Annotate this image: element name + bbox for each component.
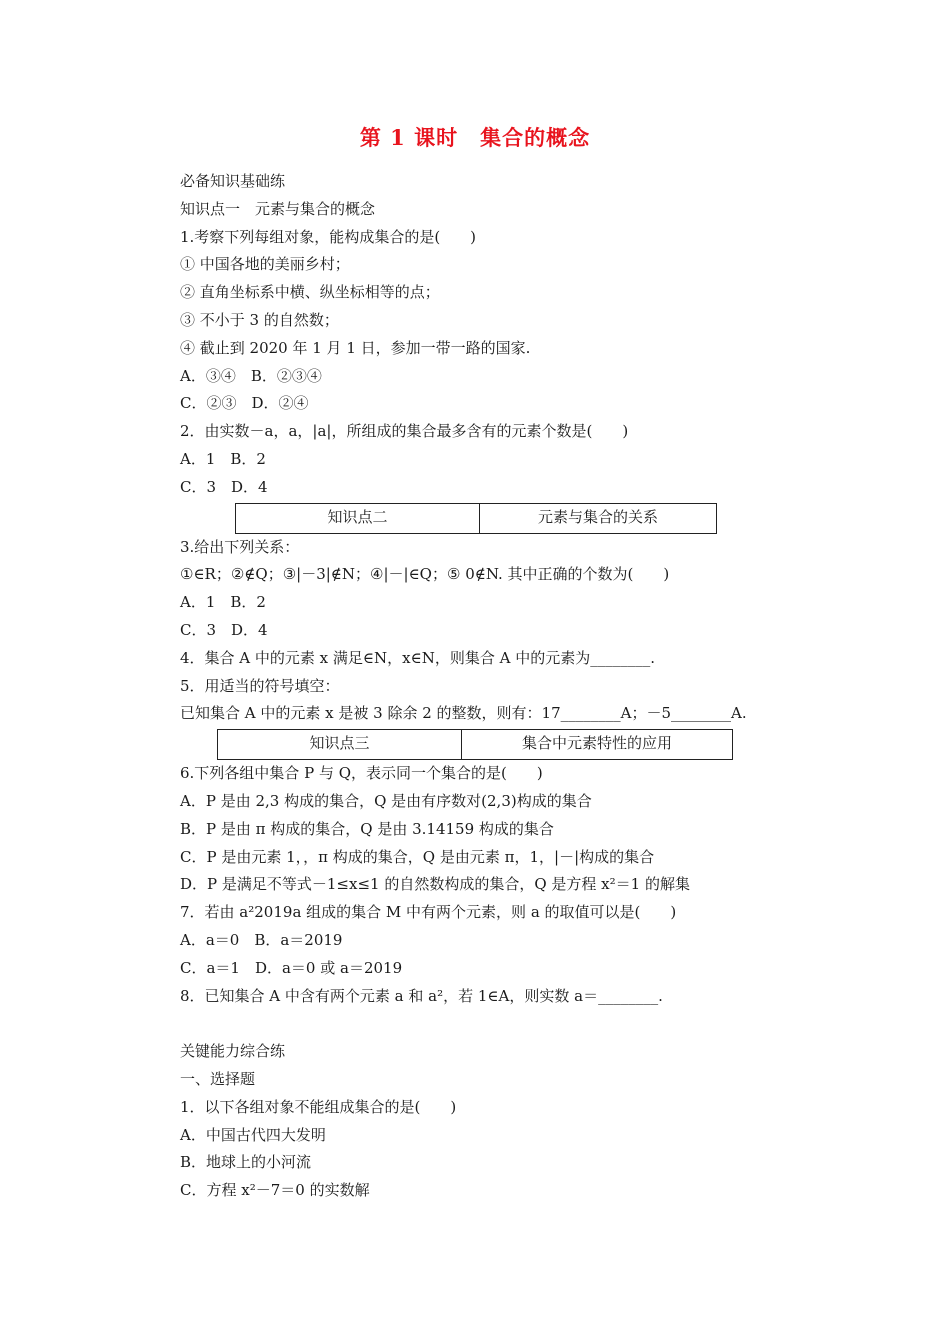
text-line: 6.下列各组中集合 P 与 Q，表示同一个集合的是( ) bbox=[180, 764, 543, 783]
knowledge-point-1: 知识点一 元素与集合的概念 bbox=[180, 199, 376, 218]
text-line: C．3 D．4 bbox=[180, 477, 268, 496]
spacer bbox=[180, 1010, 800, 1038]
text-line: ④ 截止到 2020 年 1 月 1 日，参加一带一路的国家. bbox=[180, 338, 531, 357]
text-line: B．P 是由 π 构成的集合，Q 是由 3.14159 构成的集合 bbox=[180, 819, 554, 838]
text-line: A．1 B．2 bbox=[180, 593, 266, 612]
text-line: ① 中国各地的美丽乡村； bbox=[180, 255, 350, 274]
text-line: 3.给出下列关系： bbox=[180, 537, 300, 556]
text-line: A．P 是由 2,3 构成的集合，Q 是由有序数对(2,3)构成的集合 bbox=[180, 791, 592, 810]
question-block-b bbox=[180, 534, 800, 729]
text-line: C．②③ D．②④ bbox=[180, 394, 309, 413]
section-heading: 必备知识基础练 bbox=[180, 172, 286, 190]
text-line: A．1 B．2 bbox=[180, 449, 266, 468]
text-line: 1．以下各组对象不能组成集合的是( ) bbox=[180, 1097, 457, 1116]
text-line: C．方程 x²－7＝0 的实数解 bbox=[180, 1181, 370, 1200]
question-block-c bbox=[180, 760, 800, 1010]
section-heading: 关键能力综合练 bbox=[180, 1042, 286, 1061]
question-block-a bbox=[180, 224, 800, 502]
kp-label: 知识点三 bbox=[309, 734, 370, 753]
text-line: 2．由实数－a，a，|a|，所组成的集合最多含有的元素个数是( ) bbox=[180, 422, 629, 441]
question-block-d bbox=[180, 1094, 800, 1205]
kp-topic: 元素与集合的关系 bbox=[479, 504, 716, 533]
text-line: 8．已知集合 A 中含有两个元素 a 和 a²，若 1∈A，则实数 a＝________. bbox=[180, 986, 663, 1005]
worksheet-content bbox=[180, 168, 800, 1205]
text-line: C．3 D．4 bbox=[180, 620, 268, 639]
text-line: 已知集合 A 中的元素 x 是被 3 除余 2 的整数，则有：17________A；－5________A. bbox=[180, 704, 747, 723]
text-line: B．地球上的小河流 bbox=[180, 1153, 312, 1172]
page-title: 第 1 课时 集合的概念 bbox=[359, 125, 591, 150]
text-line: ①∈R；②∉Q；③|－3|∉N；④|－|∈Q；⑤ 0∉N. 其中正确的个数为( ) bbox=[180, 565, 670, 584]
text-line: D．P 是满足不等式－1≤x≤1 的自然数构成的集合，Q 是方程 x²＝1 的解集 bbox=[180, 875, 690, 894]
text-line: 4．集合 A 中的元素 x 满足∈N，x∈N，则集合 A 中的元素为________. bbox=[180, 648, 655, 667]
subsection-heading: 一、选择题 bbox=[180, 1069, 256, 1088]
text-line: 7．若由 a²2019a 组成的集合 M 中有两个元素，则 a 的取值可以是( ) bbox=[180, 903, 677, 922]
kp-label: 知识点二 bbox=[327, 507, 388, 526]
text-line: C．P 是由元素 1，，π 构成的集合，Q 是由元素 π，1，|－|构成的集合 bbox=[180, 847, 655, 866]
text-line: 5．用适当的符号填空： bbox=[180, 676, 340, 695]
knowledge-point-3-box bbox=[217, 729, 733, 760]
text-line: A．③④ B．②③④ bbox=[180, 366, 322, 385]
text-line: ③ 不小于 3 的自然数； bbox=[180, 310, 339, 329]
text-line: C．a＝1 D．a＝0 或 a＝2019 bbox=[180, 958, 403, 977]
text-line: ② 直角坐标系中横、纵坐标相等的点； bbox=[180, 283, 440, 302]
text-line: A．中国古代四大发明 bbox=[180, 1125, 326, 1144]
text-line: A．a＝0 B．a＝2019 bbox=[180, 930, 343, 949]
text-line: 1.考察下列每组对象，能构成集合的是( ) bbox=[180, 227, 477, 246]
kp-topic: 集合中元素特性的应用 bbox=[461, 730, 732, 759]
knowledge-point-2-box bbox=[235, 503, 717, 534]
